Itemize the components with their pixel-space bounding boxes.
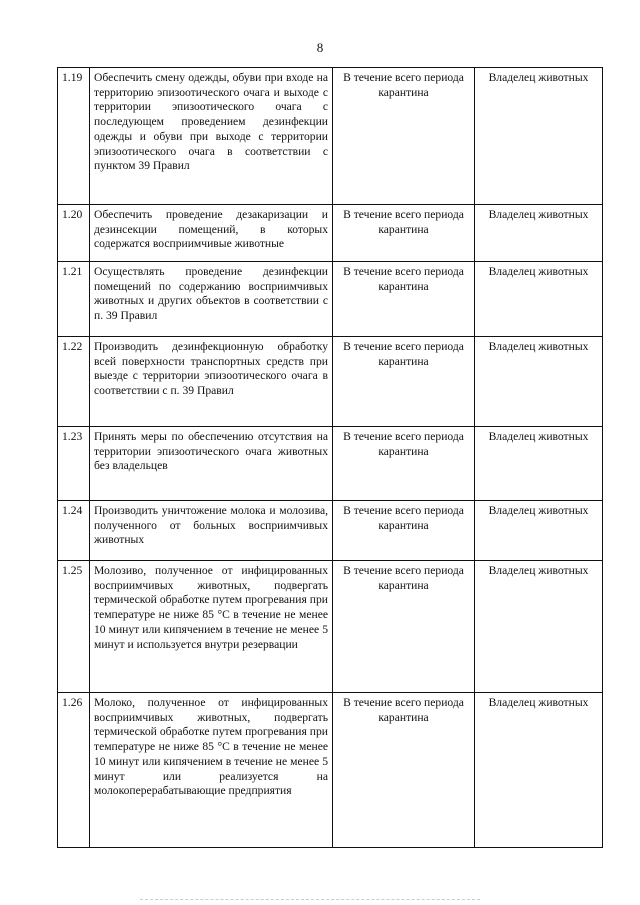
measures-table [57,67,603,848]
row-number: 1.23 [58,427,90,501]
row-action: Молозиво, полученное от инфицированных восприимчивых животных, подвергать термической обработке путем прогревания при температуре не ниже 85 °С в течение не менее 10 минут или кипячением в течение не менее 5 минут и используется внутри резервации [90,561,333,693]
row-action: Производить дезинфекционную обработку всей поверхности транспортных средств при выезде с территории эпизоотического очага в соответствии с п. 39 Правил [90,337,333,427]
table-row [58,561,603,693]
table-row [58,427,603,501]
table-row [58,693,603,848]
row-term: В течение всего периода карантина [333,68,475,205]
row-term: В течение всего периода карантина [333,427,475,501]
row-number: 1.24 [58,501,90,561]
row-number: 1.26 [58,693,90,848]
row-responsible: Владелец животных [475,561,603,693]
row-responsible: Владелец животных [475,501,603,561]
row-responsible: Владелец животных [475,262,603,337]
row-number: 1.19 [58,68,90,205]
row-responsible: Владелец животных [475,427,603,501]
row-number: 1.25 [58,561,90,693]
row-responsible: Владелец животных [475,68,603,205]
row-action: Принять меры по обеспечению отсутствия на территории эпизоотического очага животных без владельцев [90,427,333,501]
table-row [58,501,603,561]
row-action: Осуществлять проведение дезинфекции помещений по содержанию восприимчивых животных и других объектов в соответствии с п. 39 Правил [90,262,333,337]
row-responsible: Владелец животных [475,337,603,427]
page-number: 8 [316,40,324,55]
row-term: В течение всего периода карантина [333,262,475,337]
row-number: 1.22 [58,337,90,427]
row-term: В течение всего периода карантина [333,205,475,262]
row-action: Обеспечить смену одежды, обуви при входе на территорию эпизоотического очага и выходе с территории эпизоотического очага с последующем проведением дезинфекции одежды и обуви при выходе с территории эпизоотического очага в соответствии с пунктом 39 Правил [90,68,333,205]
table-row [58,262,603,337]
row-action: Производить уничтожение молока и молозива, полученного от больных восприимчивых животных [90,501,333,561]
row-term: В течение всего периода карантина [333,501,475,561]
table-row [58,68,603,205]
table-row [58,337,603,427]
row-number: 1.20 [58,205,90,262]
row-number: 1.21 [58,262,90,337]
row-action: Молоко, полученное от инфицированных восприимчивых животных, подвергать термической обработке путем прогревания при температуре не ниже 85 °С в течение не менее 10 минут или кипячением в течение не менее 5 минут или реализуется на молокоперерабатывающие предприятия [90,693,333,848]
row-term: В течение всего периода карантина [333,561,475,693]
row-action: Обеспечить проведение дезакаризации и дезинсекции помещений, в которых содержатся восприимчивые животные [90,205,333,262]
row-responsible: Владелец животных [475,693,603,848]
row-responsible: Владелец животных [475,205,603,262]
row-term: В течение всего периода карантина [333,337,475,427]
scan-edge-mark [140,899,480,901]
table-row [58,205,603,262]
row-term: В течение всего периода карантина [333,693,475,848]
